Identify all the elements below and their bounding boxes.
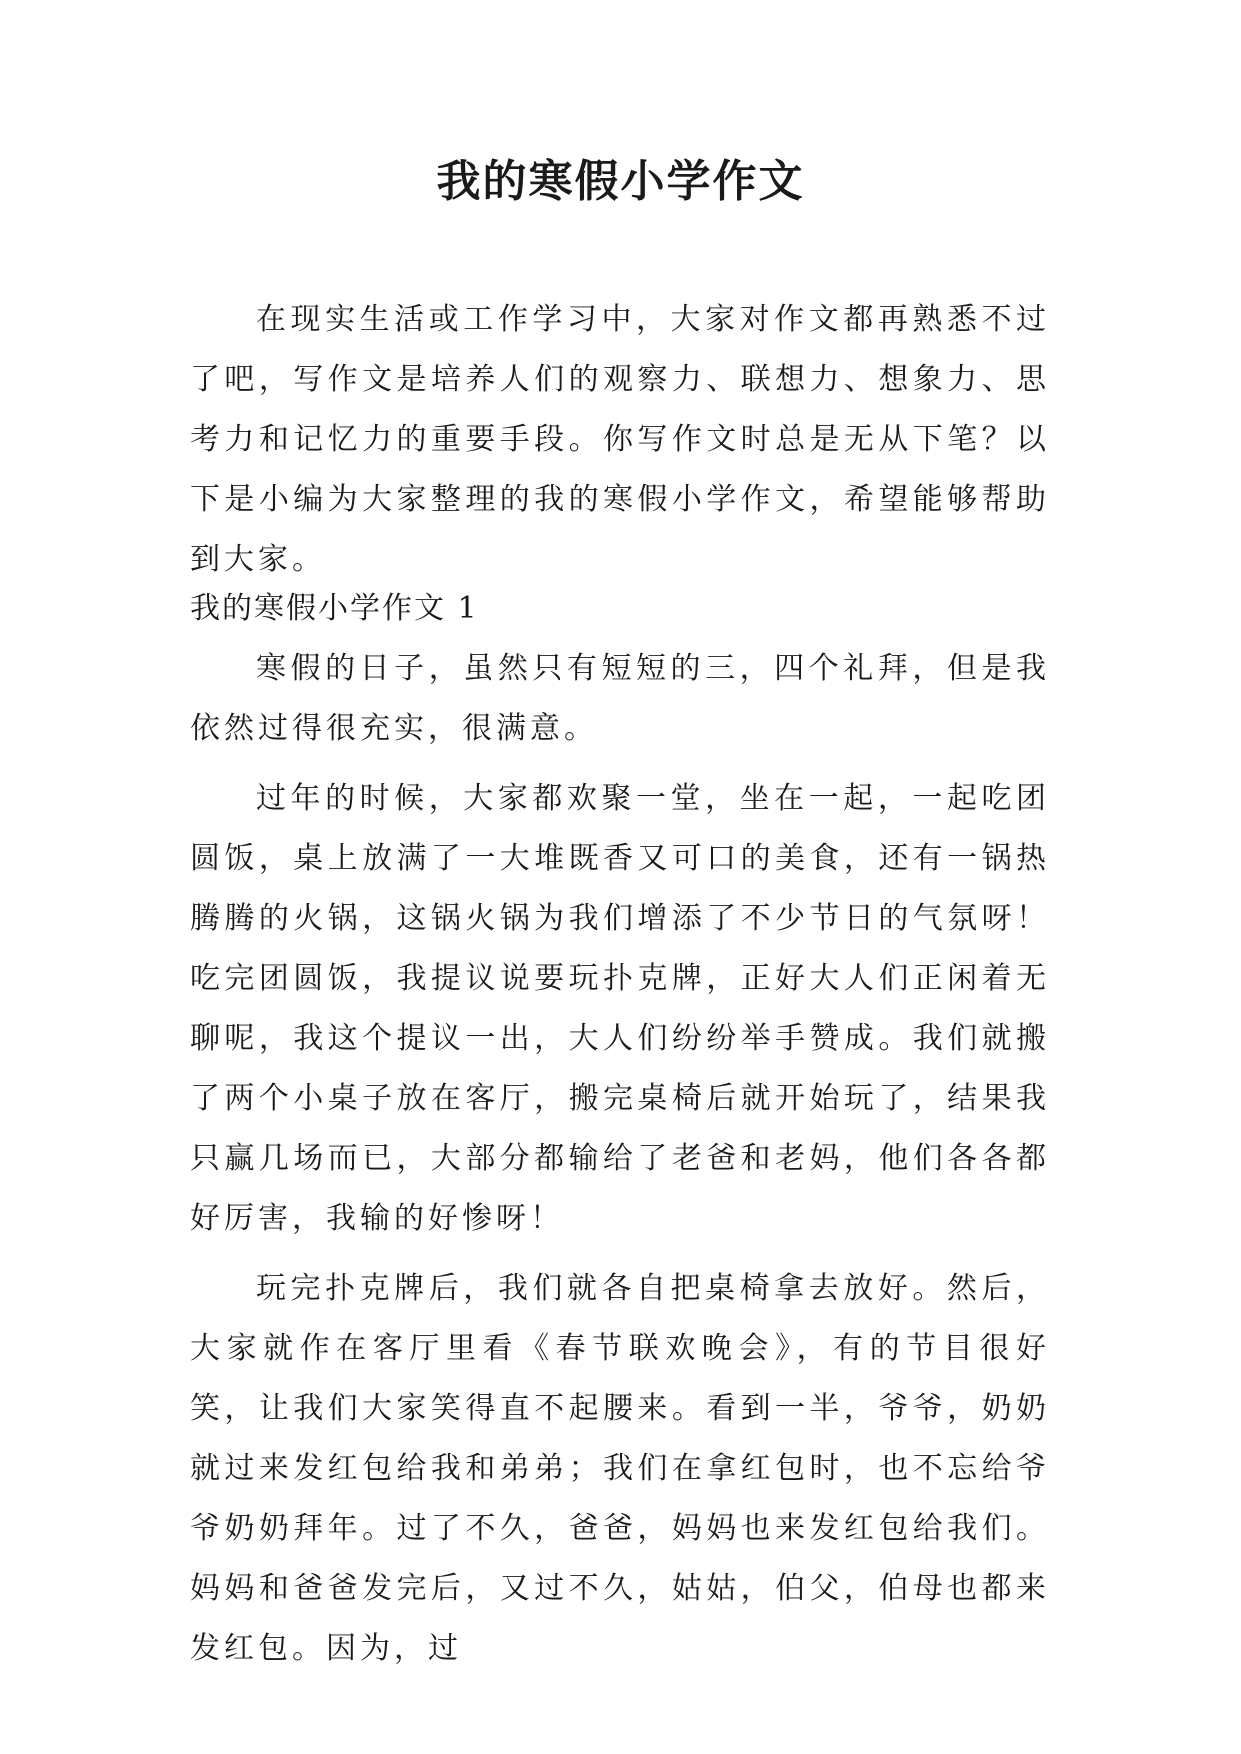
- document-title: 我的寒假小学作文: [436, 156, 805, 207]
- section-heading: 我的寒假小学作文 1: [190, 591, 479, 626]
- essay-paragraph: 玩完扑克牌后，我们就各自把桌椅拿去放好。然后，大家就作在客厅里看《春节联欢晚会》，有的节目很好笑，让我们大家笑得直不起腰来。看到一半，爷爷，奶奶就过来发红包给我和弟弟；我们在拿红包时，也不忘给爷爷奶奶拜年。过了不久，爸爸，妈妈也来发红包给我们。妈妈和爸爸发完后，又过不久，姑姑，伯父，伯母也都来发红包。因为，过: [190, 1271, 1050, 1666]
- essay-body: [190, 639, 1050, 1689]
- essay-paragraph: 寒假的日子，虽然只有短短的三，四个礼拜，但是我依然过得很充实，很满意。: [190, 651, 1050, 746]
- intro-paragraph: 在现实生活或工作学习中，大家对作文都再熟悉不过了吧，写作文是培养人们的观察力、联想力、想象力、思考力和记忆力的重要手段。你写作文时总是无从下笔？以下是小编为大家整理的我的寒假小学作文，希望能够帮助到大家。: [190, 302, 1050, 577]
- essay-paragraph: 过年的时候，大家都欢聚一堂，坐在一起，一起吃团圆饭，桌上放满了一大堆既香又可口的美食，还有一锅热腾腾的火锅，这锅火锅为我们增添了不少节日的气氛呀！吃完团圆饭，我提议说要玩扑克牌，正好大人们正闲着无聊呢，我这个提议一出，大人们纷纷举手赞成。我们就搬了两个小桌子放在客厅，搬完桌椅后就开始玩了，结果我只赢几场而已，大部分都输给了老爸和老妈，他们各各都好厉害，我输的好惨呀！: [190, 781, 1050, 1236]
